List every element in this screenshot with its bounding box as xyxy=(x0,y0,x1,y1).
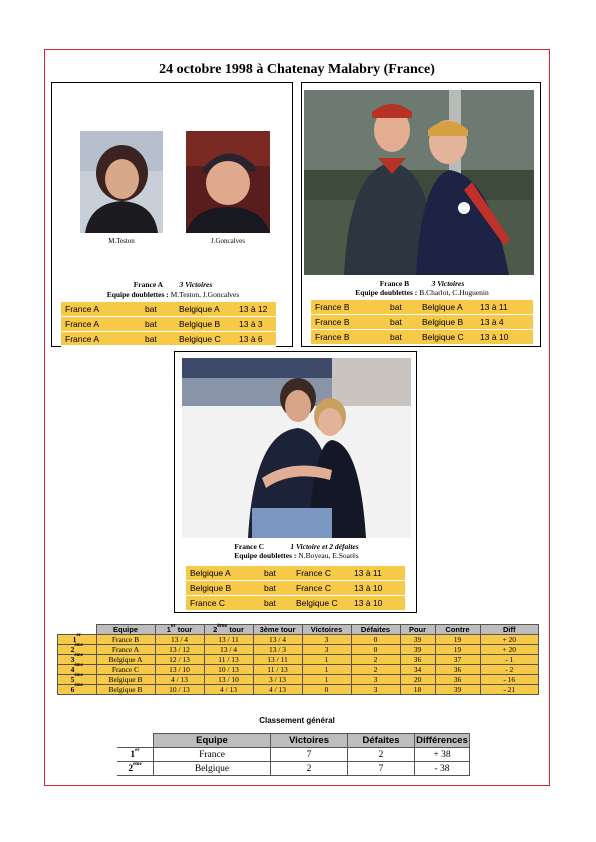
result-row xyxy=(186,566,405,581)
table-cell: 1 xyxy=(302,655,351,665)
result-score: 13 à 12 xyxy=(239,304,268,314)
photo-m-teston xyxy=(80,131,163,233)
result-team: France B xyxy=(315,317,350,327)
doublettes-players: N.Boyeau, E.Soarès xyxy=(298,551,359,560)
table-cell: 3 xyxy=(351,685,400,695)
doublettes-line-b xyxy=(302,288,542,297)
table-cell: 7 xyxy=(348,762,415,776)
rank-suffix: ème xyxy=(74,673,83,678)
table-row xyxy=(58,675,539,685)
result-row xyxy=(61,302,276,317)
col-header: Equipe xyxy=(154,734,271,748)
doublettes-line-a xyxy=(52,290,294,299)
result-opponent: Belgique C xyxy=(179,334,221,344)
col-header: 1er tour xyxy=(155,625,204,635)
table-cell: Belgique xyxy=(154,762,271,776)
team-victories: 1 Victoire et 2 défaites xyxy=(290,542,359,551)
team-name: France C xyxy=(234,542,265,551)
result-team: France A xyxy=(65,304,100,314)
table-cell: 3 / 13 xyxy=(253,675,302,685)
result-row xyxy=(186,581,405,596)
table-row xyxy=(117,748,470,762)
col-label: Diff xyxy=(503,625,516,634)
table-cell: + 38 xyxy=(415,748,470,762)
general-table xyxy=(117,733,470,776)
result-opponent: France C xyxy=(296,568,331,578)
table-cell: 13 / 12 xyxy=(155,645,204,655)
result-opponent: Belgique A xyxy=(179,304,220,314)
table-cell: 34 xyxy=(400,665,435,675)
rank-header xyxy=(117,734,154,748)
table-cell: 20 xyxy=(400,675,435,685)
table-cell: 18 xyxy=(400,685,435,695)
caption-j-goncalves: J.Goncalves xyxy=(210,237,246,245)
table-cell: 36 xyxy=(400,655,435,665)
table-cell: 13 / 3 xyxy=(253,645,302,655)
result-team: France A xyxy=(65,319,100,329)
team-victories: 3 Victoires xyxy=(431,279,465,288)
col-header: Différences xyxy=(416,735,468,746)
table-cell: 2 xyxy=(271,762,348,776)
result-opponent: Belgique C xyxy=(296,598,338,608)
result-score: 13 à 4 xyxy=(480,317,504,327)
team-line-b xyxy=(302,279,542,288)
table-cell: 39 xyxy=(400,645,435,655)
rank-suffix: ème xyxy=(74,683,83,688)
panel-france-b xyxy=(301,82,541,347)
col-header: 2ème tour xyxy=(204,625,253,635)
doublettes-players: B.Charlot, C.Huguenin xyxy=(419,288,489,297)
table-cell: 13 / 4 xyxy=(253,635,302,645)
table-cell: - 1 xyxy=(480,655,539,665)
result-team: France A xyxy=(65,334,100,344)
rank-suffix: ème xyxy=(74,643,83,648)
result-bat: bat xyxy=(264,598,276,608)
result-row xyxy=(311,315,533,330)
table-cell: 13 / 4 xyxy=(155,635,204,645)
rank-number: 4 xyxy=(70,665,75,674)
table-cell: 12 / 13 xyxy=(155,655,204,665)
result-score: 13 à 11 xyxy=(480,302,508,312)
result-score: 13 à 10 xyxy=(480,332,509,342)
table-row xyxy=(58,655,539,665)
result-team: Belgique A xyxy=(190,568,231,578)
table-cell: 1 xyxy=(302,675,351,685)
standings-header-row xyxy=(58,625,539,635)
result-opponent: Belgique A xyxy=(422,302,463,312)
rank-number: 5 xyxy=(70,675,75,684)
caption-m-teston: M.Teston xyxy=(108,237,135,245)
rank-number: 1 xyxy=(130,749,136,760)
col-label: Victoires xyxy=(310,625,343,634)
team-name: France A xyxy=(133,280,163,289)
table-cell: 4 / 13 xyxy=(204,685,253,695)
result-bat: bat xyxy=(264,583,276,593)
result-row xyxy=(186,596,405,611)
result-opponent: Belgique B xyxy=(422,317,464,327)
panel-france-a xyxy=(51,82,293,347)
result-opponent: France C xyxy=(296,583,331,593)
rank-number: 6 xyxy=(70,685,75,694)
team-name: France B xyxy=(379,279,410,288)
page-title: 24 octobre 1998 à Chatenay Malabry (France) xyxy=(159,62,435,77)
col-header xyxy=(302,625,351,635)
photo-france-b xyxy=(304,90,534,275)
table-cell: 0 xyxy=(351,635,400,645)
col-header xyxy=(253,625,302,635)
doublettes-line-c xyxy=(175,551,418,560)
rank-suffix: ème xyxy=(74,653,83,658)
col-header: Victoires xyxy=(271,734,348,748)
table-cell: 3 xyxy=(351,675,400,685)
table-cell: 11 / 13 xyxy=(204,655,253,665)
photo-j-goncalves xyxy=(186,131,270,233)
rank-cell xyxy=(58,685,97,695)
col-label: 3ème tour xyxy=(259,625,296,634)
table-cell: - 16 xyxy=(480,675,539,685)
table-cell: 10 / 13 xyxy=(155,685,204,695)
table-cell: France C xyxy=(96,665,155,675)
col-header xyxy=(351,625,400,635)
rank-cell xyxy=(117,762,154,776)
col-header xyxy=(96,625,155,635)
col-header xyxy=(435,625,480,635)
result-bat: bat xyxy=(145,319,157,329)
doublettes-players: M.Teston, J.Goncalves xyxy=(170,290,240,299)
rank-suffix: er xyxy=(135,747,140,753)
general-header-row xyxy=(117,734,470,748)
table-cell: + 20 xyxy=(480,645,539,655)
table-cell: 2 xyxy=(348,748,415,762)
table-cell: 2 xyxy=(351,665,400,675)
table-cell: Belgique A xyxy=(96,655,155,665)
table-cell: France xyxy=(154,748,271,762)
table-cell: - 21 xyxy=(480,685,539,695)
doublettes-label: Equipe doublettes : xyxy=(234,551,297,560)
rank-number: 3 xyxy=(70,655,75,664)
result-bat: bat xyxy=(145,304,157,314)
panel-france-c xyxy=(174,351,417,613)
table-cell: 11 / 13 xyxy=(253,665,302,675)
result-bat: bat xyxy=(390,317,402,327)
general-title: Classement général xyxy=(259,716,335,725)
result-bat: bat xyxy=(390,302,402,312)
result-opponent: Belgique B xyxy=(179,319,221,329)
team-line-a xyxy=(52,280,294,289)
table-cell: 19 xyxy=(435,635,480,645)
table-cell: Belgique B xyxy=(96,685,155,695)
table-cell: 37 xyxy=(435,655,480,665)
rank-suffix: er xyxy=(76,633,81,638)
col-header xyxy=(480,625,539,635)
col-label: Contre xyxy=(445,625,470,634)
result-score: 13 à 11 xyxy=(354,568,382,578)
table-cell: France A xyxy=(96,645,155,655)
team-line-c xyxy=(175,542,418,551)
table-row xyxy=(58,635,539,645)
table-cell: 19 xyxy=(435,645,480,655)
table-cell: 36 xyxy=(435,665,480,675)
table-cell: 39 xyxy=(435,685,480,695)
table-row xyxy=(117,762,470,776)
table-cell: 0 xyxy=(351,645,400,655)
result-row xyxy=(61,317,276,332)
table-row xyxy=(58,685,539,695)
result-score: 13 à 6 xyxy=(239,334,263,344)
table-cell: 3 xyxy=(302,635,351,645)
table-cell: 4 / 13 xyxy=(155,675,204,685)
result-row xyxy=(311,330,533,345)
table-cell: 4 / 13 xyxy=(253,685,302,695)
results-a xyxy=(61,302,276,345)
col-label: Pour xyxy=(408,625,427,634)
result-team: France B xyxy=(315,332,350,342)
table-cell: 13 / 11 xyxy=(253,655,302,665)
table-cell: 39 xyxy=(400,635,435,645)
results-c xyxy=(186,566,405,610)
result-opponent: Belgique C xyxy=(422,332,464,342)
rank-suffix: ème xyxy=(133,761,142,767)
table-cell: 13 / 10 xyxy=(204,675,253,685)
result-score: 13 à 10 xyxy=(354,583,383,593)
standings-table xyxy=(57,624,539,695)
col-header xyxy=(400,625,435,635)
result-bat: bat xyxy=(145,334,157,344)
rank-number: 1 xyxy=(72,635,77,644)
result-bat: bat xyxy=(264,568,276,578)
sup-label: ème xyxy=(217,623,228,629)
table-cell: + 20 xyxy=(480,635,539,645)
result-row xyxy=(311,300,533,315)
result-team: Belgique B xyxy=(190,583,232,593)
col-label: Défaites xyxy=(360,625,391,634)
rank-cell xyxy=(117,748,154,762)
sup-label: er xyxy=(170,623,176,629)
col-header: Défaites xyxy=(348,734,415,748)
doublettes-label: Equipe doublettes : xyxy=(355,288,418,297)
table-cell: 7 xyxy=(271,748,348,762)
team-victories: 3 Victoires xyxy=(179,280,213,289)
rank-suffix: ème xyxy=(74,663,83,668)
result-score: 13 à 3 xyxy=(239,319,263,329)
result-team: France B xyxy=(315,302,350,312)
results-b xyxy=(311,300,533,344)
result-score: 13 à 10 xyxy=(354,598,383,608)
table-row xyxy=(58,665,539,675)
result-row xyxy=(61,332,276,347)
table-cell: 10 / 13 xyxy=(204,665,253,675)
table-row xyxy=(58,645,539,655)
table-cell: 13 / 10 xyxy=(155,665,204,675)
table-cell: 1 xyxy=(302,665,351,675)
table-cell: 13 / 11 xyxy=(204,635,253,645)
table-cell: - 2 xyxy=(480,665,539,675)
table-cell: France B xyxy=(96,635,155,645)
table-cell: 2 xyxy=(351,655,400,665)
table-cell: Belgique B xyxy=(96,675,155,685)
rank-number: 2 xyxy=(70,645,75,654)
rank-number: 2 xyxy=(128,763,134,774)
table-cell: - 38 xyxy=(415,762,470,776)
doublettes-label: Equipe doublettes : xyxy=(106,290,169,299)
table-cell: 13 / 4 xyxy=(204,645,253,655)
photo-france-c xyxy=(182,358,411,538)
table-cell: 3 xyxy=(302,645,351,655)
result-bat: bat xyxy=(390,332,402,342)
table-cell: 36 xyxy=(435,675,480,685)
table-cell: 0 xyxy=(302,685,351,695)
col-label: Equipe xyxy=(112,625,138,634)
result-team: France C xyxy=(190,598,225,608)
